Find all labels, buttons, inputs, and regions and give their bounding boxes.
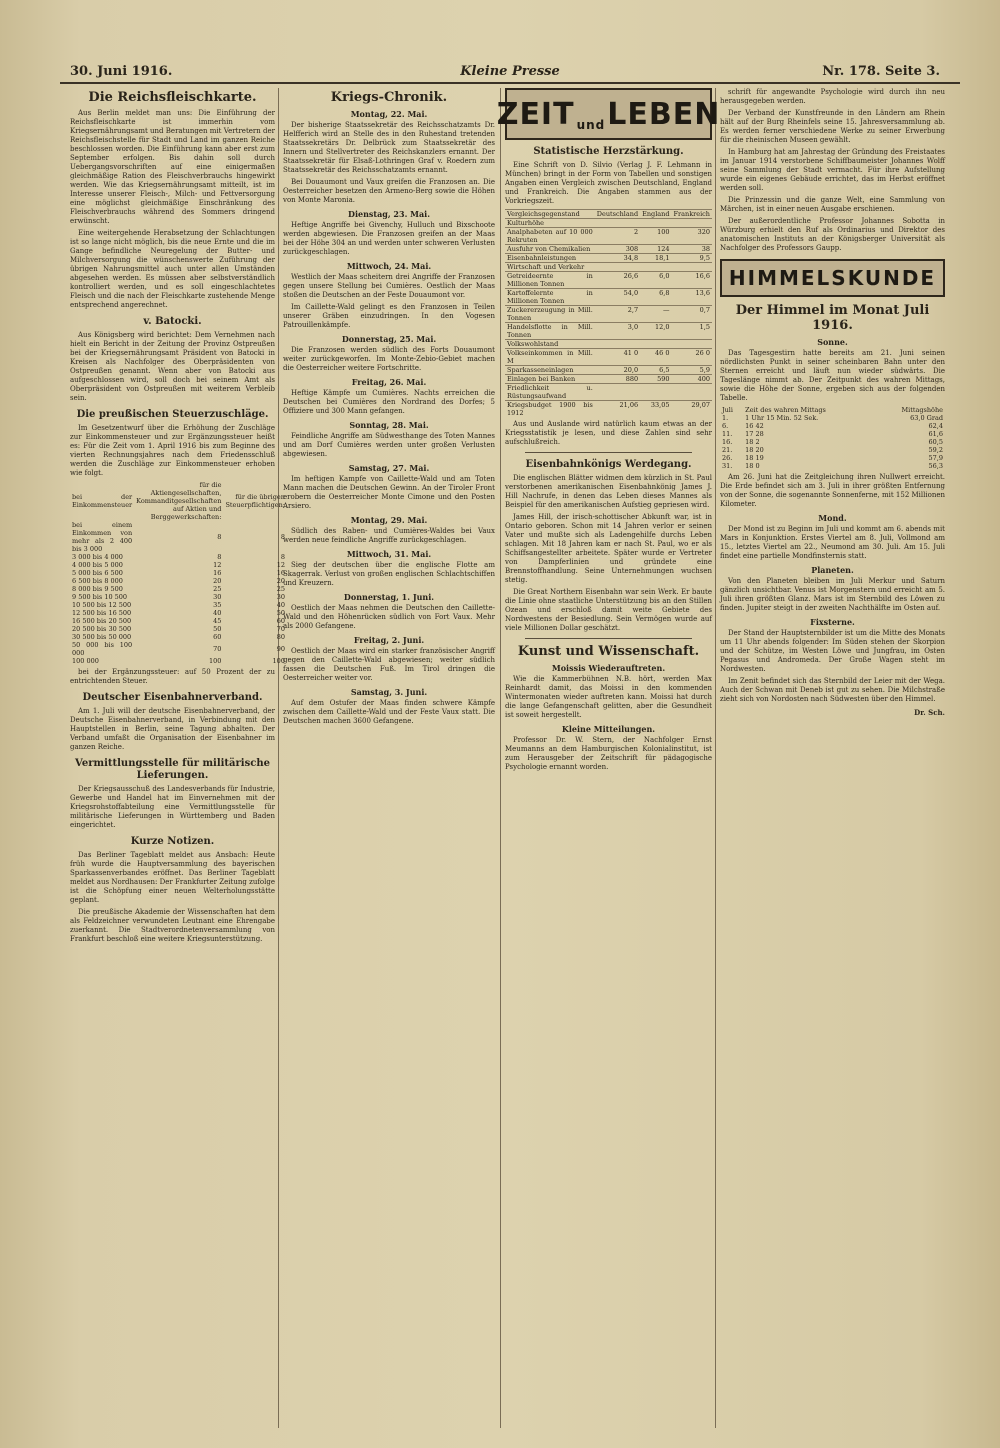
sun-table xyxy=(720,406,945,470)
article-paragraph: Von den Planeten bleiben im Juli Merkur und Saturn gänzlich unsichtbar. Venus ist Morgenstern und erreicht am 5. Juli ihren größten Glanz. Mars ist im Sternbild des Löwen zu finden. Jupiter steigt in der zweiten Nachthälfte im Osten auf. xyxy=(720,577,945,612)
table-row xyxy=(70,657,287,665)
chronicle-date: Montag, 22. Mai. xyxy=(350,109,428,119)
table-row xyxy=(505,375,712,384)
comparison-table xyxy=(505,209,712,417)
table-cell: 21. xyxy=(722,446,733,454)
table-row xyxy=(720,454,945,462)
table-cell: 20,0 xyxy=(595,366,640,375)
chronicle-entry: Der bisherige Staatssekretär des Reichsschatzamts Dr. Helfferich wird an Stelle des in den Ruhestand tretenden Staatssekretärs Dr. Delbrück zum Staatssekretär des Innern und Stellvertreter des Reichskanzlers ernannt. Der Staatssekretär für Elsaß-Lothringen Graf v. Roedern zum Staatssekretär des Reichsschatzamts ernannt. xyxy=(283,121,495,174)
table-cell: Volkswohlstand xyxy=(505,340,595,349)
table-row xyxy=(70,553,287,561)
author-signature: Dr. Sch. xyxy=(914,708,945,717)
article-paragraph: Am 1. Juli will der deutsche Eisenbahnerverband, der Deutsche Eisenbahnerverband, in Verbindung mit den Hauptstellen in Berlin, seine Tagung abhalten. Der Verband umfaßt die Organisation der Eisenbahner im ganzen Reiche. xyxy=(70,707,275,751)
article-paragraph: Der Verband der Kunstfreunde in den Ländern am Rhein hält auf der Burg Rheinfels seine 15. Jahresversammlung ab. Es werden ferner verschiedene Werke zu seiner Erwerbung für die rheinischen Museen gewählt. xyxy=(720,109,945,144)
table-cell: 56,3 xyxy=(928,462,943,470)
chronicle-date: Freitag, 2. Juni. xyxy=(353,635,425,645)
table-cell: 1,5 xyxy=(672,323,712,340)
table-cell: 10 500 bis 12 500 xyxy=(72,601,132,609)
tax-table-body xyxy=(70,521,287,665)
table-cell: 40 xyxy=(213,609,222,617)
heading-eisenbahnkoenig: Eisenbahnkönigs Werdegang. xyxy=(525,459,692,470)
article-lead: Aus Berlin meldet man uns: Die Einführung der Reichsfleischkarte ist immerhin vom Kriegsernährungsamt und Beratungen mit Vertretern der Reichsfleischstelle für Stadt und Land im ganzen Reiche beschlossen worden. Die Einführung kann aber erst zum September erfolgen. Bis dahin soll durch Uebergangsvorschriften auf eine einigermaßen gleichmäßige Ration des Fleischverbrauchs hingewirkt werden. Wie das Kriegsernährungsamt mitteilt, ist im Interesse unserer Fleisch-, Milch- und Fettversorgung eine möglichst gleichmäßige Einschränkung des Fleischverbrauchs während des Sommers dringend erwünscht. xyxy=(70,109,275,225)
tax-table-header: für die Aktiengesellschaften, Kommanditgesellschaften auf Aktien und Berggewerkschaften: xyxy=(136,481,222,521)
table-cell: 400 xyxy=(672,375,712,384)
table-cell: 12,0 xyxy=(640,323,671,340)
table-cell: 61,6 xyxy=(928,430,943,438)
divider xyxy=(525,452,692,453)
table-cell xyxy=(595,384,640,401)
table-cell: 21,06 xyxy=(595,401,640,418)
table-cell: Volkseinkommen in Mill. M xyxy=(507,349,593,365)
article-paragraph: Der Kriegsausschuß des Landesverbands für Industrie, Gewerbe und Handel hat im Einvernehmen mit der Kriegsrohstoffabteilung eine Vermittlungsstelle für militärische Lieferungen in Württemberg und Baden eingerichtet. xyxy=(70,785,275,829)
table-cell: 100 xyxy=(272,657,285,665)
table-cell: 16 xyxy=(276,569,285,577)
tax-table-footnote: bei der Ergänzungssteuer: auf 50 Prozent der zu entrichtenden Steuer. xyxy=(70,668,275,685)
table-cell: 100 000 xyxy=(72,657,99,665)
article-paragraph: Das Tagesgestirn hatte bereits am 21. Juni seinen nördlichsten Punkt in seiner scheinbaren Bahn unter den Sternen erreicht und läuft nun wieder südwärts. Die Tageslänge nimmt ab. Der Zeitpunkt des wahren Mittags, sowie die Höhe der Sonne, ergeben sich aus der folgenden Tabelle. xyxy=(720,349,945,402)
table-row xyxy=(505,289,712,306)
table-cell: 3,0 xyxy=(595,323,640,340)
table-row xyxy=(70,569,287,577)
table-cell: 16,6 xyxy=(672,272,712,289)
chronicle-entry: Oestlich der Maas nehmen die Deutschen den Caillette-Wald und den Höhenrücken südlich von Fort Vaux. Mehr als 2000 Gefangene. xyxy=(283,604,495,630)
table-row xyxy=(505,323,712,340)
table-row xyxy=(505,401,712,418)
table-cell: 6,0 xyxy=(640,272,671,289)
table-row xyxy=(70,561,287,569)
banner-word: und xyxy=(576,118,606,132)
table-cell: 5,9 xyxy=(672,366,712,375)
table-cell: Sparkasseneinlagen xyxy=(505,366,595,375)
article-paragraph: Der Stand der Hauptsternbilder ist um die Mitte des Monats um 11 Uhr abends folgender: Im Süden stehen der Skorpion und der Schütze, im Westen Löwe und Jungfrau, im Osten Pegasus und Andromeda. Der Große Wagen steht im Nordwesten. xyxy=(720,629,945,673)
subheading: Moissis Wiederauftreten. xyxy=(551,663,666,673)
table-row xyxy=(505,245,712,254)
table-row xyxy=(70,577,287,585)
table-cell xyxy=(595,219,640,228)
table-cell: 80 xyxy=(276,633,285,641)
table-cell: Friedlichkeit u. Rüstungsaufwand xyxy=(507,384,593,400)
heading-batocki: v. Batocki. xyxy=(143,316,202,327)
table-cell: Zuckererzeugung in Mill. Tonnen xyxy=(507,306,593,322)
heading-steuerzuschlaege: Die preußischen Steuerzuschläge. xyxy=(76,409,269,420)
chronicle-date: Dienstag, 23. Mai. xyxy=(348,209,430,219)
table-row xyxy=(70,521,287,553)
page-header xyxy=(60,60,960,84)
zeit-und-leben-banner xyxy=(496,88,721,140)
chronicle-date: Sonntag, 28. Mai. xyxy=(349,420,429,430)
table-cell: 2,7 xyxy=(595,306,640,323)
chronicle-entry: Sieg der deutschen über die englische Flotte am Skagerrak. Verlust von großen englischen Schlachtschiffen und Kreuzern. xyxy=(283,561,495,587)
table-cell: 18 20 xyxy=(745,446,764,454)
comparison-table-header: Frankreich xyxy=(673,210,710,218)
table-cell: 60 xyxy=(276,617,285,625)
table-row xyxy=(720,462,945,470)
subheading: Kleine Mitteilungen. xyxy=(561,724,656,734)
chronicle-date: Samstag, 27. Mai. xyxy=(348,463,430,473)
table-cell: 60 xyxy=(213,633,222,641)
table-cell: Wirtschaft und Verkehr xyxy=(505,263,595,272)
table-cell: 9,5 xyxy=(672,254,712,263)
table-row xyxy=(70,641,287,657)
table-cell: 60,5 xyxy=(928,438,943,446)
himmelskunde-banner xyxy=(720,259,945,297)
table-cell: 50 xyxy=(276,609,285,617)
column-4 xyxy=(720,88,945,1433)
table-cell: 16 42 xyxy=(745,422,764,430)
table-cell: 16 xyxy=(213,569,222,577)
table-cell: Eisenbahnleistungen xyxy=(505,254,595,263)
table-cell: 2 xyxy=(595,228,640,245)
table-cell: 4 000 bis 5 000 xyxy=(72,561,123,569)
table-cell: 18,1 xyxy=(640,254,671,263)
column-rule xyxy=(278,88,279,1428)
table-row xyxy=(505,219,712,228)
table-cell: 13,6 xyxy=(672,289,712,306)
table-cell: 70 xyxy=(213,645,222,653)
table-row xyxy=(70,601,287,609)
table-cell: 16 500 bis 20 500 xyxy=(72,617,132,625)
table-cell: 45 xyxy=(213,617,222,625)
chronicle-entry: Im Caillette-Wald gelingt es den Franzosen in Teilen unserer Gräben einzudringen. In den Vogesen Patrouillenkämpfe. xyxy=(283,303,495,329)
table-cell: 12 500 bis 16 500 xyxy=(72,609,132,617)
table-cell xyxy=(672,340,712,349)
table-cell: 20 xyxy=(276,577,285,585)
table-cell: 63,0 Grad xyxy=(910,414,943,422)
table-cell: Analphabeten auf 10 000 Rekruten xyxy=(507,228,593,244)
table-cell: 40 xyxy=(276,601,285,609)
table-row xyxy=(505,340,712,349)
table-cell xyxy=(672,219,712,228)
table-cell: 59,2 xyxy=(928,446,943,454)
chronicle-date: Donnerstag, 1. Juni. xyxy=(343,592,435,602)
article-paragraph: Eine Schrift von D. Silvio (Verlag J. F. Lehmann in München) bringt in der Form von Tabellen und sonstigen Angaben einen Vergleich zwischen Deutschland, England und Frankreich. Die Angaben stammen aus der Vorkriegszeit. xyxy=(505,161,712,205)
table-cell: 11. xyxy=(722,430,733,438)
header-paper-name: Kleine Presse xyxy=(460,64,560,79)
table-cell xyxy=(672,263,712,272)
table-cell: 46 0 xyxy=(640,349,671,366)
table-cell: 30 xyxy=(213,593,222,601)
article-paragraph: Im Zenit befindet sich das Sternbild der Leier mit der Wega. Auch der Schwan mit Deneb ist gut zu sehen. Die Milchstraße zieht sich von Nordosten nach Südwesten über den Himmel. xyxy=(720,677,945,703)
table-cell: 6. xyxy=(722,422,729,430)
header-date: 30. Juni 1916. xyxy=(70,64,173,79)
table-row xyxy=(505,228,712,245)
column-2 xyxy=(283,88,495,1433)
table-cell: 35 xyxy=(213,601,222,609)
table-cell xyxy=(672,384,712,401)
table-cell: Kulturhöhe xyxy=(505,219,595,228)
table-cell xyxy=(640,219,671,228)
subheading-sonne: Sonne. xyxy=(817,337,848,347)
table-row xyxy=(505,366,712,375)
tax-table-header: bei der Einkommensteuer xyxy=(72,493,133,509)
chronicle-date: Donnerstag, 25. Mai. xyxy=(341,334,437,344)
table-cell: 590 xyxy=(640,375,671,384)
subheading-mond: Mond. xyxy=(818,513,847,523)
chronicle-date: Mittwoch, 31. Mai. xyxy=(346,549,432,559)
table-cell: 18 2 xyxy=(745,438,760,446)
chronicle-entry: Oestlich der Maas wird ein starker französischer Angriff gegen den Caillette-Wald abgewiesen; weiter südlich fassen die Deutschen Fuß. Im Tirol dringen die Oesterreicher weiter vor. xyxy=(283,647,495,682)
table-cell: 308 xyxy=(595,245,640,254)
article-paragraph: Wie die Kammerbühnen N.B. hört, werden Max Reinhardt damit, das Moissi in den kommenden Wintermonaten wieder auftreten kann. Moissi hat durch die lange Gefangenschaft gelitten, aber die Gesundheit ist soweit hergestellt. xyxy=(505,675,712,719)
subheading-fixsterne: Fixsterne. xyxy=(810,617,855,627)
table-cell: 50 xyxy=(213,625,222,633)
chronicle-date: Freitag, 26. Mai. xyxy=(351,377,427,387)
tax-table xyxy=(70,481,287,665)
table-cell: 320 xyxy=(672,228,712,245)
table-row xyxy=(505,306,712,323)
table-cell: — xyxy=(640,306,671,323)
table-row xyxy=(720,438,945,446)
comparison-table-body xyxy=(505,219,712,418)
article-paragraph: Am 26. Juni hat die Zeitgleichung ihren Nullwert erreicht. Die Erde befindet sich am 3. Juli in ihrer größten Entfernung von der Sonne, die sogenannte Sonnenferne, mit 152 Millionen Kilometer. xyxy=(720,473,945,508)
column-3 xyxy=(496,88,721,1433)
table-cell: 90 xyxy=(276,645,285,653)
heading-eisenbahnerverband: Deutscher Eisenbahnerverband. xyxy=(82,692,263,703)
article-paragraph: Der außerordentliche Professor Johannes Sobotta in Würzburg erhielt den Ruf als Ordinarius und Direktor des anatomischen Instituts an der Königsberger Universität als Nachfolger des Professors Gaupp. xyxy=(720,217,945,252)
table-cell: 3 000 bis 4 000 xyxy=(72,553,123,561)
chronicle-entry: Die Franzosen werden südlich des Forts Douaumont weiter zurückgeworfen. Im Monte-Zebio-Gebiet machen die Oesterreicher weitere Fortschritte. xyxy=(283,346,495,372)
table-cell: 18 0 xyxy=(745,462,760,470)
chronicle-entry: Bei Douaumont und Vaux greifen die Franzosen an. Die Oesterreicher besetzen den Armeno-Berg sowie die Höhen von Monte Maronia. xyxy=(283,178,495,204)
table-cell xyxy=(640,340,671,349)
heading-kunst-und-wissenschaft: Kunst und Wissenschaft. xyxy=(517,644,700,659)
table-cell: 100 xyxy=(209,657,222,665)
table-row xyxy=(70,609,287,617)
sun-table-header: Juli xyxy=(722,406,733,414)
table-cell: 17 28 xyxy=(745,430,764,438)
table-cell: 26. xyxy=(722,454,733,462)
table-cell: 54,0 xyxy=(595,289,640,306)
sun-table-header: Zeit des wahren Mittags xyxy=(745,406,826,414)
table-cell: 880 xyxy=(595,375,640,384)
heading-statistik: Statistische Herzstärkung. xyxy=(533,146,684,157)
article-paragraph: Die englischen Blätter widmen dem kürzlich in St. Paul verstorbenen amerikanischen Eisenbahnkönig James J. Hill Nachrufe, in denen das Leben dieses Mannes als Beispiel für den amerikanischen Aufstieg gepriesen wird. xyxy=(505,474,712,509)
table-row xyxy=(70,633,287,641)
table-cell: 0,7 xyxy=(672,306,712,323)
table-cell: 8 xyxy=(217,553,222,561)
table-row xyxy=(505,384,712,401)
table-cell: 16. xyxy=(722,438,733,446)
table-cell: Kartoffelernte in Millionen Tonnen xyxy=(507,289,593,305)
subheading-planeten: Planeten. xyxy=(811,565,854,575)
chronicle-entry: Auf dem Ostufer der Maas finden schwere Kämpfe zwischen dem Caillette-Wald und der Feste Vaux statt. Die Deutschen machen 3600 Gefangene. xyxy=(283,699,495,725)
table-cell: 26 0 xyxy=(672,349,712,366)
table-cell: 33,05 xyxy=(640,401,671,418)
article-paragraph: Eine weitergehende Herabsetzung der Schlachtungen ist so lange nicht möglich, bis die neue Ernte und die im Gange befindliche Neuregelung der Butter- und Milchversorgung die wünschenswerte Zuführung der übrigen Nahrungsmittel auch unter allen Umständen abgesehen werden. Es müssen aber selbstverständlich kontrolliert werden, und es soll eingeschlachtetes Fleisch und die nach der Fleischkarte zustehende Menge entsprechend angerechnet. xyxy=(70,229,275,309)
table-cell: 38 xyxy=(672,245,712,254)
table-cell: 34,8 xyxy=(595,254,640,263)
table-cell: 25 xyxy=(213,585,222,593)
chronicle-entry: Heftige Angriffe bei Givenchy, Hulluch und Bixschoote werden abgewiesen. Die Franzosen greifen an der Maas bei der Höhe 304 an und werden unter schweren Verlusten zurückgeschlagen. xyxy=(283,221,495,256)
tax-table-header: für die übrigen Steuerpflichtigen: xyxy=(225,493,285,509)
chronicle-entry: Feindliche Angriffe am Südwesthange des Toten Mannes und am Dorf Cumières werden unter großen Verlusten abgewiesen. xyxy=(283,432,495,458)
table-cell xyxy=(640,263,671,272)
table-cell: 20 xyxy=(213,577,222,585)
table-row xyxy=(505,254,712,263)
article-paragraph: Das Berliner Tageblatt meldet aus Ansbach: Heute früh wurde die Hauptversammlung des bayerischen Sparkassenverbandes eröffnet. Das Berliner Tageblatt meldet aus Nordhausen: Der Frankfurter Zeitung zufolge ist die Schöpfung einer neuen Welterholungsstätte geplant. xyxy=(70,851,275,904)
article-paragraph: In Hamburg hat am Jahrestag der Gründung des Freistaates im Januar 1914 verstorbene Schiffbaumeister Johannes Wolff seine Sammlung der Stadt vermacht. Für ihre Aufstellung wurde ein eigenes Gebäude errichtet, das im Herbst eröffnet werden soll. xyxy=(720,148,945,192)
divider xyxy=(525,638,692,639)
chronicle-entry: Heftige Kämpfe um Cumières. Nachts erreichen die Deutschen bei Cumières den Nordrand des Dorfes; 5 Offiziere und 300 Mann gefangen. xyxy=(283,389,495,415)
table-cell xyxy=(595,263,640,272)
table-row xyxy=(505,349,712,366)
table-cell: 9 500 bis 10 500 xyxy=(72,593,128,601)
table-cell: 18 19 xyxy=(745,454,764,462)
table-row xyxy=(505,263,712,272)
table-cell: 1. xyxy=(722,414,729,422)
article-paragraph: James Hill, der irisch-schottischer Abkunft war, ist in Ontario geboren. Schon mit 14 Jahren verlor er seinen Vater und mußte sich als Ladengehilfe durchs Leben schlagen. Mit 18 Jahren kam er nach St. Paul, wo er als Schiffsangestellter arbeitete. Später wurde er Vertreter von Dampferlinien und gründete eine Brennstoffhandlung. Seine Unternehmungen wuchsen stetig. xyxy=(505,513,712,584)
table-cell: 31. xyxy=(722,462,733,470)
table-cell: 29,07 xyxy=(672,401,712,418)
table-cell: 124 xyxy=(640,245,671,254)
table-row xyxy=(505,272,712,289)
table-cell: 30 500 bis 50 000 xyxy=(72,633,132,641)
heading-himmel-juli: Der Himmel im Monat Juli 1916. xyxy=(735,303,930,333)
table-row xyxy=(70,625,287,633)
heading-kurze-notizen: Kurze Notizen. xyxy=(130,836,215,847)
article-paragraph: Professor Dr. W. Stern, der Nachfolger Ernst Meumanns an dem Hamburgischen Kolonialinstitut, ist zum Herausgeber der Zeitschrift für pädagogische Psychologie ernannt worden. xyxy=(505,736,712,771)
table-cell: 8 xyxy=(217,533,222,541)
headline-kriegs-chronik: Kriegs-Chronik. xyxy=(330,90,448,105)
comparison-table-header: Vergleichsgegenstand xyxy=(505,210,595,219)
table-row xyxy=(720,422,945,430)
table-row xyxy=(70,585,287,593)
table-cell: 6,8 xyxy=(640,289,671,306)
column-rule xyxy=(500,88,501,1428)
table-cell: 12 xyxy=(276,561,285,569)
table-cell xyxy=(640,384,671,401)
table-cell: Einlagen bei Banken xyxy=(505,375,595,384)
article-paragraph: Die Great Northern Eisenbahn war sein Werk. Er baute die Linie ohne staatliche Unterstützung bis an den Stillen Ozean und erschloß damit weite Gebiete des Nordwestens der Besiedlung. Sein Vermögen wurde auf viele Millionen Dollar geschätzt. xyxy=(505,588,712,632)
chronicle-date: Samstag, 3. Juni. xyxy=(350,687,428,697)
table-cell: 8 000 bis 9 500 xyxy=(72,585,123,593)
comparison-table-header: Deutschland xyxy=(596,210,639,218)
table-cell: 1 Uhr 15 Min. 52 Sek. xyxy=(745,414,819,422)
article-paragraph: Aus und Auslande wird natürlich kaum etwas an der Kriegsstatistik je lesen, und diese Zahlen sind sehr aufschlußreich. xyxy=(505,420,712,446)
table-cell: 41 0 xyxy=(595,349,640,366)
table-cell: 8 xyxy=(280,533,285,541)
table-row xyxy=(720,446,945,454)
banner-word: LEBEN xyxy=(607,96,721,132)
table-cell: bei einem Einkommen von mehr als 2 400 bis 3 000 xyxy=(72,521,133,553)
banner-word: ZEIT xyxy=(496,96,575,132)
heading-vermittlungsstelle: Vermittlungsstelle für militärische Lieferungen. xyxy=(75,758,270,781)
table-cell xyxy=(595,340,640,349)
chronicle-entry: Westlich der Maas scheitern drei Angriffe der Franzosen gegen unsere Stellung bei Cumières. Oestlich der Maas stoßen die Deutschen an der Feste Douaumont vor. xyxy=(283,273,495,299)
table-cell: 26,6 xyxy=(595,272,640,289)
article-paragraph: Die preußische Akademie der Wissenschaften hat dem als Feldzeichner verwundeten Leutnant eine Ehrengabe zuerkannt. Die Stadtverordnetenversammlung von Frankfurt beschloß eine weitere Kriegsunterstützung. xyxy=(70,908,275,943)
table-row xyxy=(70,617,287,625)
chronicle-date: Montag, 29. Mai. xyxy=(350,515,428,525)
table-cell: 25 xyxy=(276,585,285,593)
table-cell: 20 500 bis 30 500 xyxy=(72,625,132,633)
table-cell: 100 xyxy=(640,228,671,245)
table-cell: 62,4 xyxy=(928,422,943,430)
table-cell: 30 xyxy=(276,593,285,601)
table-cell: 6 500 bis 8 000 xyxy=(72,577,123,585)
table-cell: 50 000 bis 100 000 xyxy=(72,641,133,657)
chronicle-entry: Südlich des Raben- und Cumières-Waldes bei Vaux werden neue feindliche Angriffe zurückgeschlagen. xyxy=(283,527,495,544)
column-rule xyxy=(715,88,716,1428)
sun-table-header: Mittagshöhe xyxy=(901,406,943,414)
article-paragraph: schrift für angewandte Psychologie wird durch ihn neu herausgegeben werden. xyxy=(720,88,945,105)
chronicle-date: Mittwoch, 24. Mai. xyxy=(346,261,432,271)
table-cell: 8 xyxy=(280,553,285,561)
table-cell: 57,9 xyxy=(928,454,943,462)
article-paragraph: Aus Königsberg wird berichtet: Dem Vernehmen nach hielt ein Bericht in der Zeitung der Provinz Ostpreußen bei der Kriegsernährungsamt Präsident von Batocki in Kreisen als Nachfolger des Oberpräsidenten von Ostpreußen genannt. Wenn aber von Batocki aus aufgeschlossen wird, soll doch bei seinem Amt als Oberpräsident von Ostpreußen mit weiterem Verbleib sein. xyxy=(70,331,275,402)
comparison-table-header: England xyxy=(642,210,670,218)
banner-word: HIMMELSKUNDE xyxy=(728,265,937,290)
table-cell: Kriegsbudget 1900 bis 1912 xyxy=(507,401,593,417)
table-row xyxy=(720,414,945,422)
table-cell: Handelsflotte in Mill. Tonnen xyxy=(507,323,593,339)
column-1 xyxy=(70,88,285,1433)
header-issue-number: Nr. 178. Seite 3. xyxy=(822,64,940,79)
sun-table-body xyxy=(720,414,945,470)
article-paragraph: Die Prinzessin und die ganze Welt, eine Sammlung von Märchen, ist in einer neuen Ausgabe erschienen. xyxy=(720,196,945,213)
table-cell: Getreideernte in Millionen Tonnen xyxy=(507,272,593,288)
table-cell: 6,5 xyxy=(640,366,671,375)
chronicle-entry: Im heftigen Kampfe von Caillette-Wald und am Toten Mann machen die Deutschen Gewinn. An der Tiroler Front erobern die Oesterreicher Monte Cimone und den Posten Arsiero. xyxy=(283,475,495,510)
table-cell: 70 xyxy=(276,625,285,633)
headline-reichsfleischkarte: Die Reichsfleischkarte. xyxy=(88,90,257,105)
article-paragraph: Im Gesetzentwurf über die Erhöhung der Zuschläge zur Einkommensteuer und zur Ergänzungssteuer heißt es: Für die Zeit vom 1. April 1916 bis zum Beginne des vierten Rechnungsjahres nach dem Friedensschluß werden die Zuschläge zur Einkommensteuer erhoben wie folgt. xyxy=(70,424,275,477)
article-paragraph: Der Mond ist zu Beginn im Juli und kommt am 6. abends mit Mars in Konjunktion. Erstes Viertel am 8. Juli, Vollmond am 15., letztes Viertel am 22., Neumond am 30. Juli. Am 15. Juli findet eine partielle Mondfinsternis statt. xyxy=(720,525,945,560)
table-row xyxy=(720,430,945,438)
table-row xyxy=(70,593,287,601)
table-cell: Ausfuhr von Chemikalien xyxy=(505,245,595,254)
table-cell: 12 xyxy=(213,561,222,569)
table-cell: 5 000 bis 6 500 xyxy=(72,569,123,577)
